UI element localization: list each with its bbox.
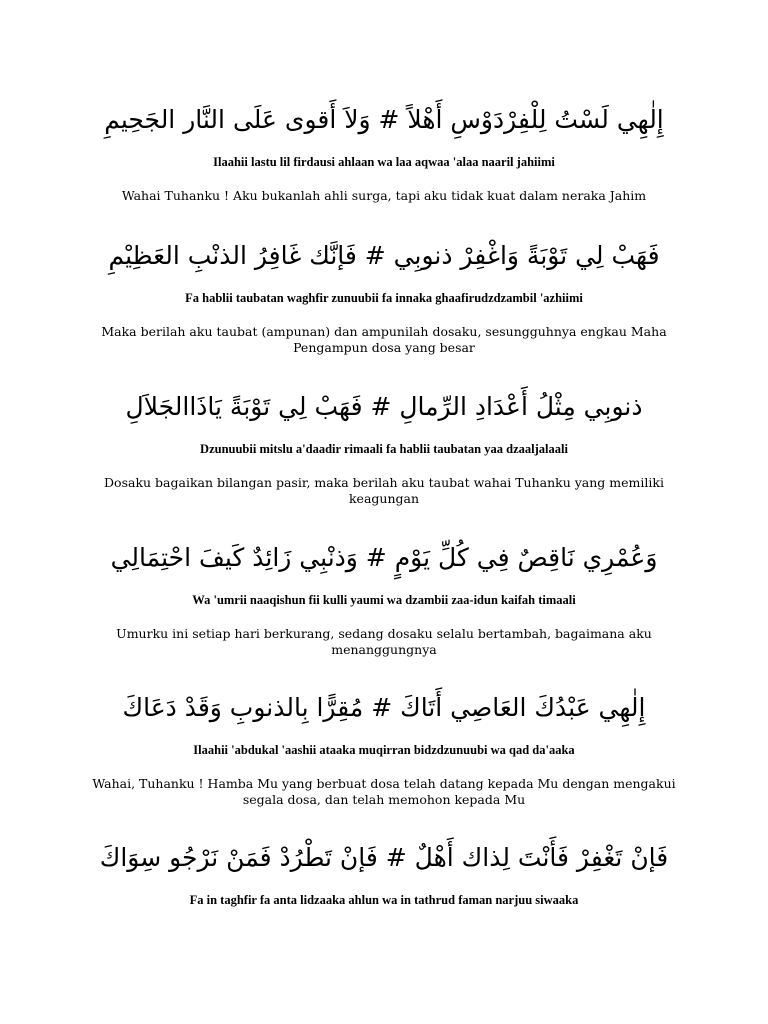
translation: Maka berilah aku taubat (ampunan) dan ampunilah dosaku, sesungguhnya engkau Maha Pengampun dosa yang besar xyxy=(101,324,667,355)
transliteration: Fa in taghfir fa anta lidzaaka ahlun wa in tathrud faman narjuu siwaaka xyxy=(189,893,579,907)
arabic-verse: وَعُمْرِي نَاقِصٌ فِي كُلِّ يَوْمٍ # وَذنْبِي زَائِدٌ كَيفَ احْتِمَالِي xyxy=(110,543,658,572)
verse-block xyxy=(90,100,678,204)
verse-block xyxy=(90,387,678,507)
arabic-verse: إِلٰهِي لَسْتُ لِلْفِرْدَوْسِ أَهْلاً # وَلاَ أَقوى عَلَى النَّار الجَحِيمِ xyxy=(104,105,664,134)
translation: Wahai Tuhanku ! Aku bukanlah ahli surga, tapi aku tidak kuat dalam neraka Jahim xyxy=(121,188,647,203)
translation: Dosaku bagaikan bilangan pasir, maka berilah aku taubat wahai Tuhanku yang memiliki keagungan xyxy=(104,475,664,506)
translation: Wahai, Tuhanku ! Hamba Mu yang berbuat dosa telah datang kepada Mu dengan mengakui segala dosa, dan telah memohon kepada Mu xyxy=(92,776,676,807)
transliteration: Ilaahii 'abdukal 'aashii ataaka muqirran bidzdzunuubi wa qad da'aaka xyxy=(193,743,575,757)
verse-block xyxy=(90,236,678,356)
arabic-verse: إِلٰهِي عَبْدُكَ العَاصِي أَتَاكَ # مُقِرًّا بِالذنوبِ وَقَدْ دَعَاكَ xyxy=(122,693,646,722)
verse-block xyxy=(90,688,678,808)
transliteration: Fa hablii taubatan waghfir zunuubii fa innaka ghaafirudzdzambil 'azhiimi xyxy=(185,291,583,305)
arabic-verse: فَإنْ تَغْفِرْ فَأَنْتَ لِذاك أَهْلٌ # فَإنْ تَطْرُدْ فَمَنْ نَرْجُو سِوَاكَ xyxy=(99,843,669,872)
verse-block xyxy=(90,538,678,658)
verse-block xyxy=(90,838,678,908)
transliteration: Dzunuubii mitslu a'daadir rimaali fa hablii taubatan yaa dzaaljalaali xyxy=(200,442,568,456)
transliteration: Ilaahii lastu lil firdausi ahlaan wa laa aqwaa 'alaa naaril jahiimi xyxy=(213,155,555,169)
transliteration: Wa 'umrii naaqishun fii kulli yaumi wa dzambii zaa-idun kaifah timaali xyxy=(192,593,576,607)
translation: Umurku ini setiap hari berkurang, sedang dosaku selalu bertambah, bagaimana aku menanggungnya xyxy=(116,626,652,657)
arabic-verse: فَهَبْ لِي تَوْبَةً وَاغْفِرْ ذنوبِي # فَإنَّك غَافِرُ الذنْبِ العَظِيْمِ xyxy=(108,241,660,270)
arabic-verse: ذنوبِي مِثْلُ أَعْدَادِ الرِّمالِ # فَهَبْ لِي تَوْبَةً يَاذَاالجَلاَلِ xyxy=(125,392,643,421)
